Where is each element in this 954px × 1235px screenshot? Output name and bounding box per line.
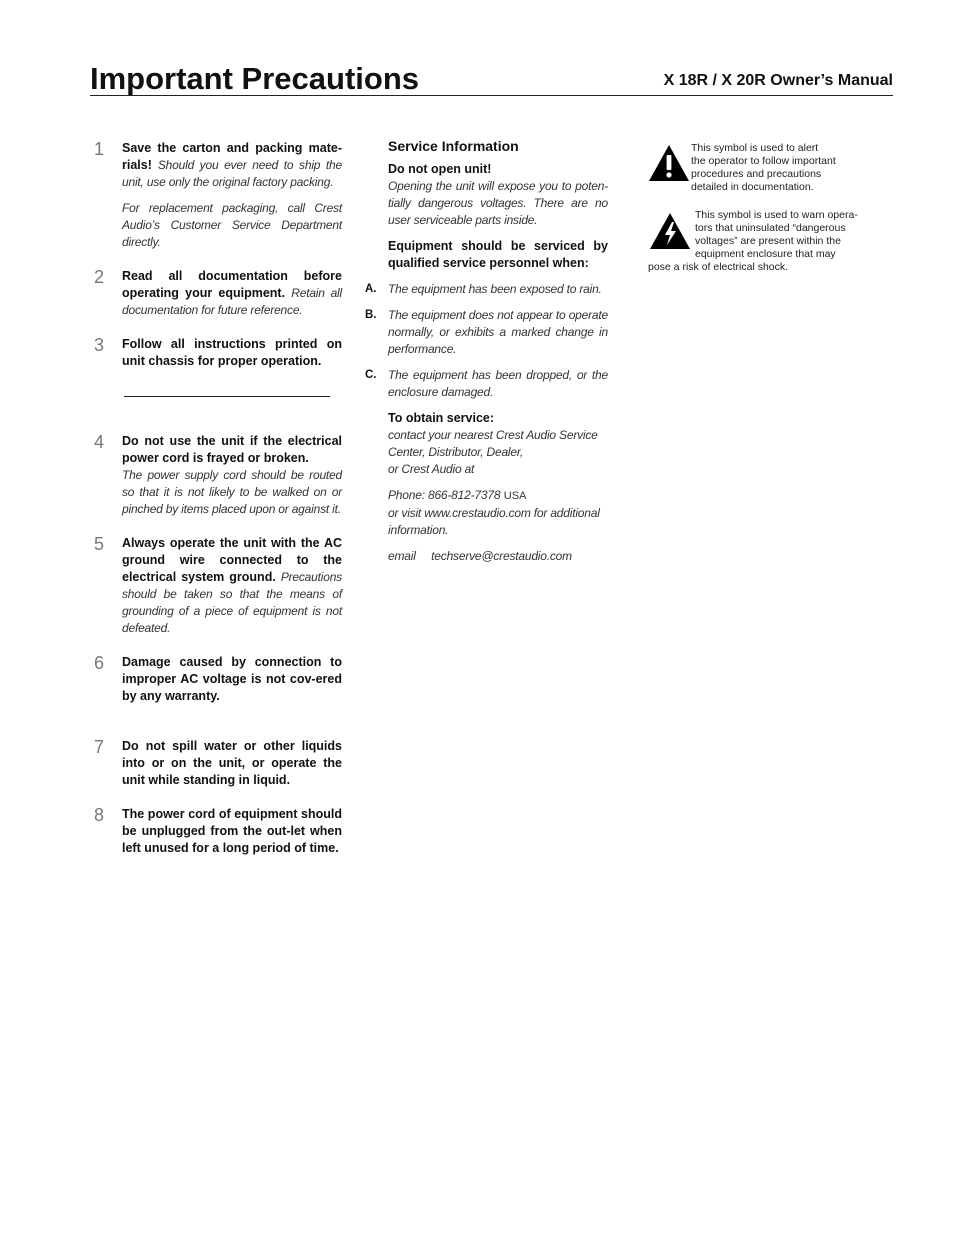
item-number: 4: [94, 432, 105, 452]
item-number: 6: [94, 653, 105, 673]
section-divider: [124, 396, 330, 397]
symbol-text-line: voltages” are present within the: [695, 235, 841, 247]
serviced-heading: Equipment should be serviced by qualified service personnel when:: [388, 239, 608, 270]
precaution-item-1: [90, 140, 342, 251]
item-heading: Always operate the unit with the AC ground wire connected to the electrical system ground.: [122, 536, 342, 584]
service-information: [365, 136, 608, 565]
item-heading: Save the carton and packing mate-rials!: [122, 141, 342, 172]
condition-text: The equipment has been exposed to rain.: [388, 282, 602, 296]
obtain-line-1: contact your nearest Crest Audio Service: [388, 428, 598, 442]
obtain-heading: To obtain service:: [388, 411, 495, 425]
manual-title: X 18R / X 20R Owner’s Manual: [663, 72, 893, 89]
symbol-text-line: This symbol is used to alert: [691, 142, 819, 154]
symbol-text-last-line: pose a risk of electrical shock.: [648, 261, 789, 273]
phone-country: USA: [503, 490, 527, 502]
condition-b: [365, 307, 608, 358]
item-number: 1: [94, 139, 105, 159]
item-number: 5: [94, 534, 105, 554]
item-number: 7: [94, 737, 105, 757]
page-title: Important Precautions: [90, 61, 419, 96]
service-title: Service Information: [388, 138, 519, 154]
precaution-item-2: [90, 268, 342, 319]
precaution-item-5: [90, 535, 342, 637]
lightning-triangle-icon: [649, 212, 691, 250]
obtain-line-3: or Crest Audio at: [388, 462, 475, 476]
email-address: techserve@crestaudio.com: [431, 549, 572, 563]
do-not-open-text: Opening the unit will expose you to poten-tially dangerous voltages. There are no user serviceable parts inside.: [388, 179, 608, 227]
visit-text: or visit www.crestaudio.com for additional information.: [388, 506, 600, 537]
item-number: 8: [94, 805, 105, 825]
exclamation-symbol-block: [648, 142, 866, 204]
precautions-list: [90, 140, 342, 857]
item-heading: Read all documentation before operating your equipment.: [122, 269, 342, 300]
precaution-item-3: [90, 336, 342, 370]
safety-symbols: [648, 142, 866, 275]
precaution-item-6: [90, 654, 342, 705]
condition-text: The equipment has been dropped, or the enclosure damaged.: [388, 368, 608, 399]
symbol-text-line: tors that uninsulated “dangerous: [695, 222, 846, 234]
item-text: The power supply cord should be routed so that it is not likely to be walked on or pinched by items placed upon or against it.: [122, 468, 342, 516]
item-extra-text: For replacement packaging, call Crest Audio’s Customer Service Department directly.: [122, 201, 342, 249]
condition-letter: B.: [365, 309, 377, 321]
item-number: 2: [94, 267, 105, 287]
item-number: 3: [94, 335, 105, 355]
obtain-line-2: Center, Distributor, Dealer,: [388, 445, 524, 459]
do-not-open-heading: Do not open unit!: [388, 162, 492, 176]
phone-number: Phone: 866-812-7378: [388, 488, 501, 502]
item-text: Retain all documentation for future reference.: [122, 286, 342, 317]
item-heading: The power cord of equipment should be unplugged from the out-let when left unused for a long period of time.: [122, 807, 342, 855]
item-heading: Do not use the unit if the electrical power cord is frayed or broken.: [122, 434, 342, 465]
item-text: Precautions should be taken so that the means of grounding of a piece of equipment is not defeated.: [122, 570, 342, 635]
symbol-text-line: the operator to follow important: [691, 155, 836, 167]
condition-c: [365, 367, 608, 401]
email-label: email: [388, 549, 416, 563]
exclamation-triangle-icon: [648, 144, 690, 182]
symbol-text-line: detailed in documentation.: [691, 181, 814, 193]
item-text: Should you ever need to ship the unit, use only the original factory packing.: [122, 158, 342, 189]
symbol-text-line: equipment enclosure that may: [695, 248, 836, 260]
condition-letter: C.: [365, 369, 377, 381]
condition-letter: A.: [365, 283, 377, 295]
precaution-item-8: [90, 806, 342, 857]
item-heading: Do not spill water or other liquids into or on the unit, or operate the unit while standing in liquid.: [122, 739, 342, 787]
item-heading: Damage caused by connection to improper AC voltage is not cov-ered by any warranty.: [122, 655, 342, 703]
email-line: [388, 548, 608, 565]
precaution-item-7: [90, 738, 342, 789]
item-heading: Follow all instructions printed on unit chassis for proper operation.: [122, 337, 342, 368]
phone-line: [388, 487, 608, 505]
symbol-text-line: procedures and precautions: [691, 168, 822, 180]
condition-text: The equipment does not appear to operate normally, or exhibits a marked change in performance.: [388, 308, 608, 356]
precaution-item-4: [90, 433, 342, 518]
header-divider: [90, 95, 893, 96]
lightning-symbol-block: [648, 209, 866, 275]
symbol-text-line: This symbol is used to warn opera-: [695, 209, 858, 221]
condition-a: [365, 281, 608, 298]
